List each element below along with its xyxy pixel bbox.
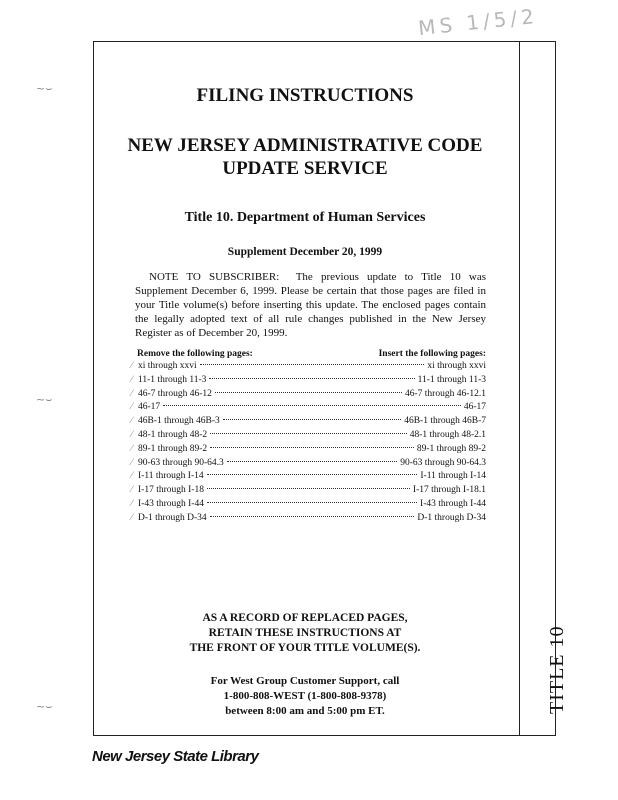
table-row (120, 483, 490, 497)
check-mark: ⁄ (131, 401, 133, 412)
record-notice (120, 611, 490, 656)
dot-leader (207, 488, 410, 489)
insert-pages: I-11 through I-14 (420, 471, 486, 482)
dot-leader (210, 447, 414, 448)
table-row (120, 469, 490, 483)
insert-pages: 46B-1 through 46B-7 (404, 416, 486, 427)
table-row (120, 414, 490, 428)
record-line: RETAIN THESE INSTRUCTIONS AT (208, 626, 402, 639)
handwritten-scribble: MS 1/5/2 (417, 3, 539, 41)
insert-pages: xi through xxvi (427, 361, 486, 371)
remove-pages: xi through xxvi (138, 361, 197, 371)
table-row (120, 456, 490, 470)
remove-pages: D-1 through D-34 (138, 512, 207, 523)
library-stamp: New Jersey State Library (92, 748, 259, 765)
check-mark: ⁄ (131, 373, 133, 384)
tab-divider (519, 42, 520, 735)
table-row (120, 359, 490, 373)
record-line: THE FRONT OF YOUR TITLE VOLUME(S). (189, 641, 421, 654)
check-mark: ⁄ (131, 428, 133, 439)
check-mark: ⁄ (131, 387, 133, 398)
margin-mark: ~⌣ (36, 393, 53, 406)
table-row (120, 387, 490, 401)
dot-leader (210, 433, 407, 434)
remove-pages: 89-1 through 89-2 (138, 443, 208, 454)
dot-leader (207, 502, 417, 503)
page-title: FILING INSTRUCTIONS (196, 85, 414, 106)
remove-pages: I-11 through I-14 (138, 471, 204, 482)
remove-pages: 46-17 (138, 402, 161, 413)
insert-pages: 89-1 through 89-2 (416, 443, 486, 454)
code-title-line-1: NEW JERSEY ADMINISTRATIVE CODE (127, 135, 483, 156)
dot-leader (163, 405, 461, 406)
remove-pages: 46-7 through 46-12 (138, 388, 212, 399)
support-hours: between 8:00 am and 5:00 pm ET. (225, 704, 385, 717)
insert-pages: I-17 through I-18.1 (412, 485, 486, 496)
remove-header: Remove the following pages: (137, 349, 253, 359)
insert-pages: 48-1 through 48-2.1 (409, 429, 486, 440)
check-mark: ⁄ (131, 484, 133, 495)
note-label: NOTE TO SUBSCRIBER: (149, 271, 280, 283)
insert-pages: 46-17 (463, 402, 486, 413)
check-mark: ⁄ (131, 497, 133, 508)
insert-pages: I-43 through I-44 (420, 498, 486, 509)
check-mark: ⁄ (131, 470, 133, 481)
support-phone: 1-800-808-WEST (1-800-808-9378) (223, 689, 387, 702)
subscriber-note (120, 270, 490, 340)
table-row (120, 373, 490, 387)
customer-support (120, 674, 490, 719)
remove-pages: 11-1 through 11-3 (138, 374, 207, 385)
page-list (120, 359, 490, 525)
check-mark: ⁄ (131, 360, 133, 370)
margin-mark: ~⌣ (36, 82, 53, 95)
table-row (120, 511, 490, 525)
dot-leader (210, 516, 415, 517)
table-headers (120, 349, 490, 359)
margin-mark: ~⌣ (36, 700, 53, 713)
dot-leader (207, 474, 418, 475)
table-row (120, 400, 490, 414)
dot-leader (223, 419, 401, 420)
record-line: AS A RECORD OF REPLACED PAGES, (202, 611, 408, 624)
check-mark: ⁄ (131, 415, 133, 426)
remove-pages: I-43 through I-44 (138, 498, 204, 509)
code-title-line-2: UPDATE SERVICE (222, 158, 388, 179)
remove-pages: 46B-1 through 46B-3 (138, 416, 220, 427)
title-tab: TITLE 10 (546, 625, 568, 714)
insert-pages: 11-1 through 11-3 (417, 374, 486, 385)
insert-header: Insert the following pages: (378, 349, 486, 359)
dot-leader (200, 364, 425, 365)
table-row (120, 428, 490, 442)
code-title (120, 134, 490, 180)
dot-leader (209, 378, 414, 379)
title-section: Title 10. Department of Human Services (184, 210, 426, 225)
dot-leader (215, 392, 402, 393)
insert-pages: 46-7 through 46-12.1 (404, 388, 486, 399)
dot-leader (227, 461, 397, 462)
supplement-date: Supplement December 20, 1999 (227, 246, 383, 258)
check-mark: ⁄ (131, 456, 133, 467)
check-mark: ⁄ (131, 442, 133, 453)
remove-pages: I-17 through I-18 (138, 485, 204, 496)
insert-pages: 90-63 through 90-64.3 (400, 457, 486, 468)
instructions-content (120, 75, 490, 719)
check-mark: ⁄ (131, 511, 133, 522)
table-row (120, 497, 490, 511)
remove-pages: 48-1 through 48-2 (138, 429, 208, 440)
support-line: For West Group Customer Support, call (210, 674, 400, 687)
remove-pages: 90-63 through 90-64.3 (138, 457, 224, 468)
insert-pages: D-1 through D-34 (417, 512, 486, 523)
note-text: The previous update to Title 10 was Supplement December 6, 1999. Please be certain that those pages are filed in your Title volume(s) before inserting this update. The enclosed pages contain the legally adopted text of all rule changes published in the New Jersey Register as of December 20, 1999. (135, 271, 487, 339)
table-row (120, 442, 490, 456)
